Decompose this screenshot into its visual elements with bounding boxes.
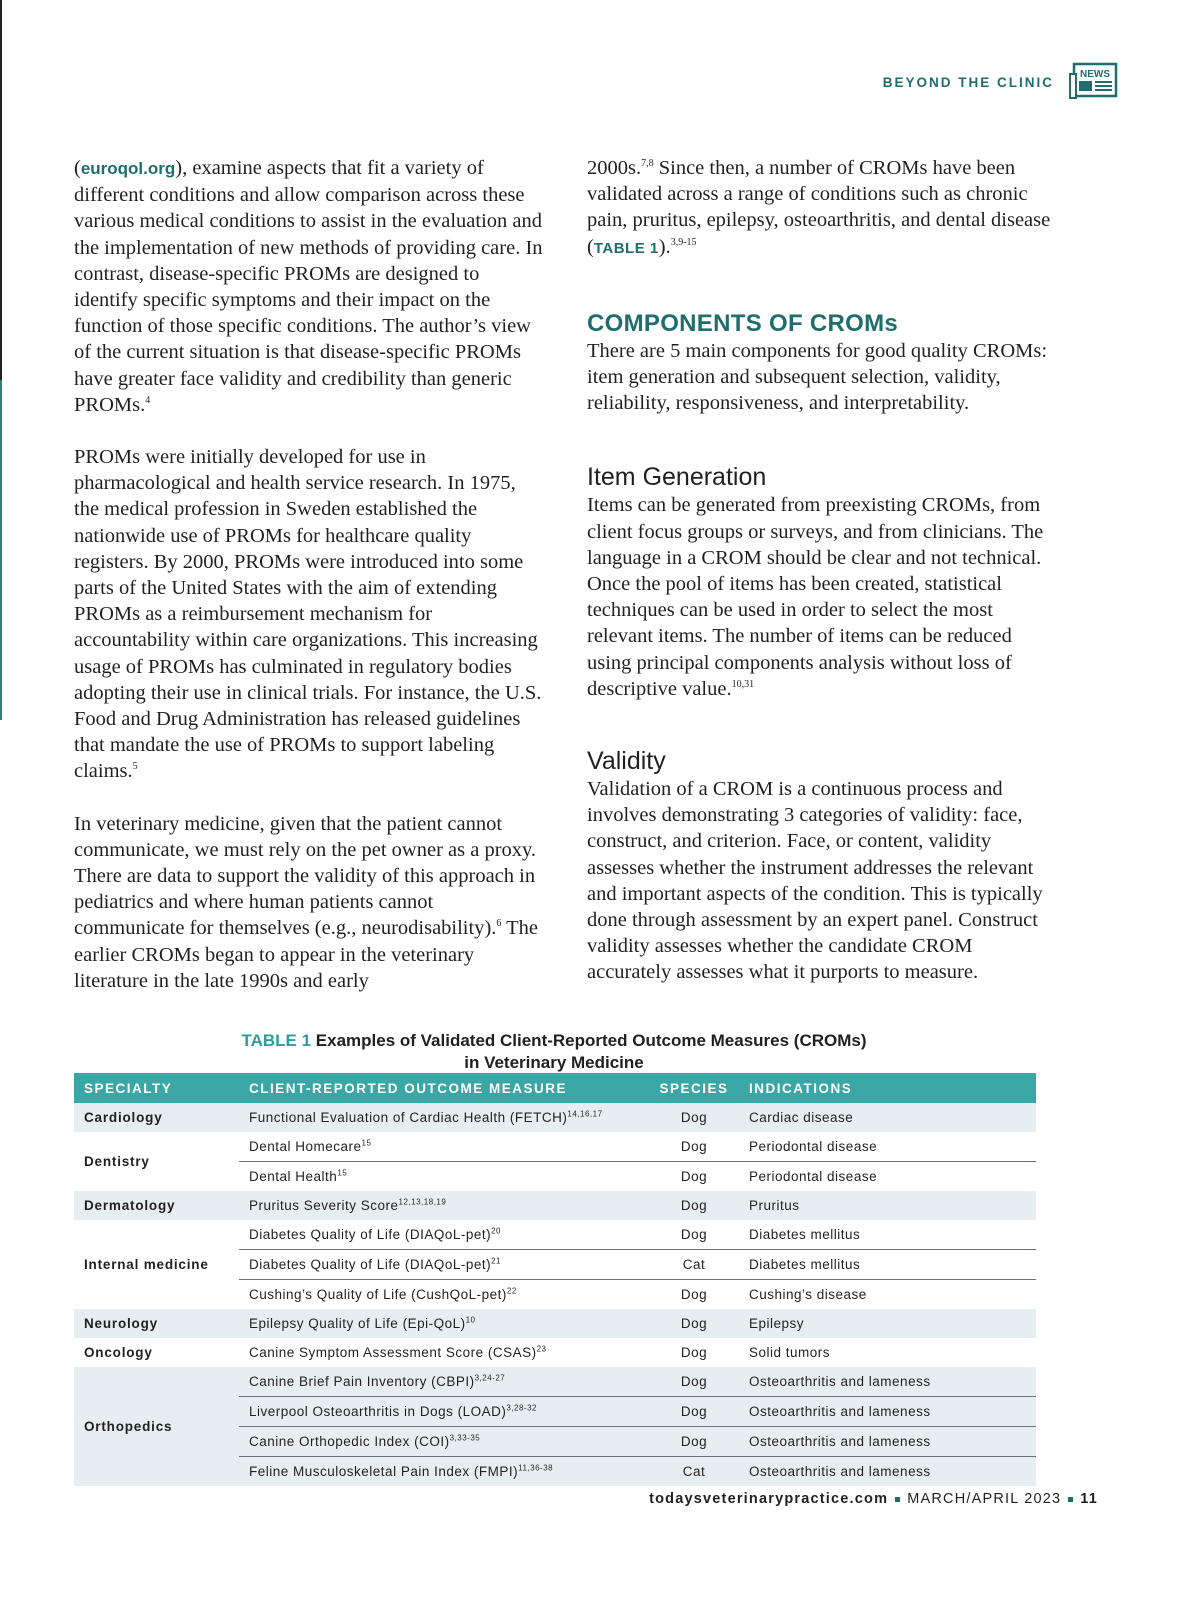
cell-indication: Cardiac disease: [739, 1103, 1036, 1132]
reference: 3,33-35: [449, 1433, 481, 1443]
cell-measure: [239, 1132, 649, 1162]
cell-measure: [239, 1338, 649, 1367]
separator-square: [1068, 1497, 1073, 1502]
reference: 6: [496, 918, 502, 930]
table-caption: [74, 1030, 1034, 1074]
cell-measure: [239, 1309, 649, 1338]
left-column: [74, 155, 544, 1020]
reference: 4: [145, 395, 151, 406]
paragraph: [74, 444, 544, 785]
page-header: [883, 62, 1120, 102]
cell-indication: Diabetes mellitus: [739, 1220, 1036, 1250]
paragraph-text: ).: [658, 235, 671, 258]
reference: 5: [132, 761, 138, 773]
footer-issue: MARCH/APRIL 2023: [907, 1491, 1062, 1507]
cell-species: Dog: [680, 1287, 708, 1302]
cell-measure: [239, 1250, 649, 1280]
cell-indication: Osteoarthritis and lameness: [739, 1457, 1036, 1487]
paragraph: Validation of a CROM is a continuous process and involves demonstrating 3 categories of validity: face, construct, and criterion. Face, or content, validity assesses whether the instrument addresses the relevant and important aspects of the condition. This is typically done through assessment by an expert panel. Construct validity assesses whether the candidate CROM accurately assesses what it purports to measure.: [587, 778, 1043, 984]
reference: 7,8: [641, 158, 654, 170]
measure-name: Liverpool Osteoarthritis in Dogs (LOAD): [249, 1404, 507, 1419]
reference: 12,13,18,19: [398, 1197, 447, 1207]
table-row: [74, 1338, 1036, 1367]
section-label: BEYOND THE CLINIC: [882, 74, 1054, 90]
header-species: SPECIES: [649, 1073, 739, 1103]
measure-name: Dental Homecare: [249, 1139, 362, 1154]
components-heading: COMPONENTS OF CROMs: [587, 309, 899, 337]
cell-specialty: Internal medicine: [84, 1257, 209, 1272]
page-number: 11: [1080, 1491, 1098, 1507]
table-title-line2: in Veterinary Medicine: [464, 1053, 644, 1072]
table-row: [74, 1367, 1036, 1397]
table-header-row: [74, 1073, 1036, 1103]
reference: 22: [506, 1286, 517, 1296]
cell-measure: [239, 1280, 649, 1310]
newspaper-icon-text: NEWS: [1080, 69, 1110, 80]
cell-species: Dog: [649, 1309, 739, 1338]
paragraph-text: The earlier CROMs began to appear in the veterinary literature in the late 1990s and early: [74, 917, 539, 992]
cell-species: Dog: [649, 1191, 739, 1220]
reference: 3,28-32: [506, 1403, 537, 1413]
cell-specialty: Dermatology: [74, 1191, 239, 1220]
reference: 21: [491, 1256, 502, 1266]
table-row: [74, 1309, 1036, 1338]
paragraph: [74, 811, 544, 994]
euroqol-link[interactable]: euroqol.org: [80, 159, 176, 178]
reference: 15: [361, 1138, 372, 1148]
table-row: [74, 1103, 1036, 1132]
separator-square: [895, 1497, 900, 1502]
cell-species: Dog: [649, 1220, 739, 1250]
cell-indication: Osteoarthritis and lameness: [739, 1427, 1036, 1457]
cell-measure: [239, 1397, 649, 1427]
reference: 10,31: [731, 679, 755, 691]
validity-heading: Validity: [587, 747, 666, 776]
paragraph-text: ), examine aspects that fit a variety of different conditions and allow comparison across these various medical conditions to assist in the evaluation and the implementation of new methods of providing care. In contrast, disease-specific PROMs are designed to identify specific symptoms and their impact on the function of those specific conditions. The author’s view of the current situation is that disease-specific PROMs have greater face validity and credibility than generic PROMs.: [74, 157, 543, 416]
reference: 10: [465, 1315, 476, 1325]
paragraph-text: 2000s.: [587, 157, 642, 179]
cell-species: Cat: [649, 1457, 739, 1487]
reference: 23: [536, 1344, 547, 1354]
newspaper-icon: [1068, 62, 1120, 102]
table-title: Examples of Validated Client-Reported Outcome Measures (CROMs): [311, 1031, 867, 1050]
measure-name: Diabetes Quality of Life (DIAQoL-pet): [249, 1257, 492, 1272]
reference: 11,36-38: [518, 1463, 554, 1473]
table-1-link[interactable]: TABLE 1: [593, 239, 659, 257]
table-row: [74, 1132, 1036, 1162]
paragraph-text: Items can be generated from preexisting CROMs, from client focus groups or surveys, and from clinicians. The language in a CROM should be clear and not technical. Once the pool of items has been created, statistical techniques can be used in order to select the most relevant items. The number of items can be reduced using principal components analysis without loss of descriptive value.: [587, 494, 1044, 700]
paragraph: [587, 492, 1057, 702]
cell-indication: Pruritus: [739, 1191, 1036, 1220]
cell-specialty: Oncology: [84, 1345, 153, 1360]
table-label: TABLE 1: [241, 1031, 312, 1050]
measure-name: Canine Orthopedic Index (COI): [249, 1434, 450, 1449]
cell-indication: Osteoarthritis and lameness: [739, 1397, 1036, 1427]
measure-name: Epilepsy Quality of Life (Epi-QoL): [249, 1316, 466, 1331]
cell-species: Dog: [649, 1367, 739, 1397]
cell-indication: Diabetes mellitus: [739, 1250, 1036, 1280]
item-generation-heading: Item Generation: [587, 463, 767, 492]
cell-indication: Epilepsy: [739, 1309, 1036, 1338]
measure-name: Dental Health: [249, 1169, 338, 1184]
cell-species: Dog: [680, 1169, 708, 1184]
cell-species: Dog: [680, 1345, 708, 1360]
cell-indication: Periodontal disease: [739, 1132, 1036, 1162]
right-column: [587, 155, 1057, 1012]
table-body: [74, 1103, 1036, 1486]
page-footer: [649, 1491, 1098, 1507]
measure-name: Cushing’s Quality of Life (CushQoL-pet): [249, 1287, 507, 1302]
cell-indication: Osteoarthritis and lameness: [739, 1367, 1036, 1397]
header-specialty: SPECIALTY: [74, 1073, 239, 1103]
cell-measure: [239, 1367, 649, 1397]
paragraph-text: Since then, a number of CROMs have been validated across a range of conditions such as chronic pain, pruritus, epilepsy, osteoarthritis, and dental disease (: [587, 157, 1051, 258]
cell-species: Dog: [649, 1132, 739, 1162]
cell-indication: Solid tumors: [749, 1345, 831, 1360]
crom-table: [74, 1073, 1036, 1486]
measure-name: Functional Evaluation of Cardiac Health (FETCH): [249, 1110, 568, 1125]
reference: 14,16,17: [567, 1109, 603, 1119]
header-measure: CLIENT-REPORTED OUTCOME MEASURE: [239, 1073, 649, 1103]
paragraph: [587, 155, 1057, 262]
paragraph-text: PROMs were initially developed for use in pharmacological and health service research. In 1975, the medical profession in Sweden established the nationwide use of PROMs for healthcare quality registers. By 2000, PROMs were introduced into some parts of the United States with the aim of extending PROMs as a reimbursement mechanism for accountability within care organizations. This increasing usage of PROMs has culminated in regulatory bodies adopting their use in clinical trials. For instance, the U.S. Food and Drug Administration has released guidelines that mandate the use of PROMs to support labeling claims.: [74, 446, 542, 783]
cell-measure: [239, 1162, 649, 1192]
paragraph: There are 5 main components for good quality CROMs: item generation and subsequent selection, validity, reliability, responsiveness, and interpretability.: [587, 339, 1048, 415]
cell-indication: Periodontal disease: [749, 1169, 878, 1184]
table-row: [74, 1220, 1036, 1250]
left-edge-line: [0, 0, 2, 380]
cell-specialty: Neurology: [74, 1309, 239, 1338]
cell-species: Cat: [649, 1250, 739, 1280]
reference: 3,9-15: [670, 236, 697, 248]
cell-species: Dog: [649, 1397, 739, 1427]
cell-specialty: Orthopedics: [74, 1367, 239, 1486]
measure-name: Pruritus Severity Score: [249, 1198, 399, 1213]
table-row: [74, 1191, 1036, 1220]
cell-measure: [239, 1103, 649, 1132]
footer-site[interactable]: todaysveterinarypractice.com: [649, 1491, 889, 1507]
cell-specialty: Cardiology: [74, 1103, 239, 1132]
cell-measure: [239, 1220, 649, 1250]
cell-specialty: Dentistry: [84, 1154, 150, 1169]
header-indications: INDICATIONS: [739, 1073, 1036, 1103]
measure-name: Diabetes Quality of Life (DIAQoL-pet): [249, 1227, 492, 1242]
cell-measure: [239, 1427, 649, 1457]
measure-name: Canine Symptom Assessment Score (CSAS): [249, 1345, 537, 1360]
reference: 3,24-27: [474, 1373, 506, 1383]
cell-measure: [239, 1191, 649, 1220]
measure-name: Canine Brief Pain Inventory (CBPI): [249, 1374, 475, 1389]
paragraph: (euroqol.org), examine aspects that fit a variety of different conditions and allow comparison across these various medical conditions to assist in the evaluation and the implementation of new methods of providing care. In contrast, disease-specific PROMs are designed to identify specific symptoms and their impact on the function of those specific conditions. The author’s view of the current situation is that disease-specific PROMs have greater face validity and credibility than generic PROMs.$^4$: [74, 157, 543, 416]
cell-measure: [239, 1457, 649, 1487]
reference: 15: [337, 1168, 348, 1178]
cell-indication: Cushing’s disease: [749, 1287, 867, 1302]
paragraph-text: In veterinary medicine, given that the patient cannot communicate, we must rely on the pet owner as a proxy. There are data to support the validity of this approach in pediatrics and where human patients cannot communicate for themselves (e.g., neurodisability).: [74, 812, 537, 940]
cell-species: Dog: [649, 1427, 739, 1457]
measure-name: Feline Musculoskeletal Pain Index (FMPI): [249, 1464, 519, 1479]
cell-species: Dog: [649, 1103, 739, 1132]
reference: 20: [491, 1226, 502, 1236]
